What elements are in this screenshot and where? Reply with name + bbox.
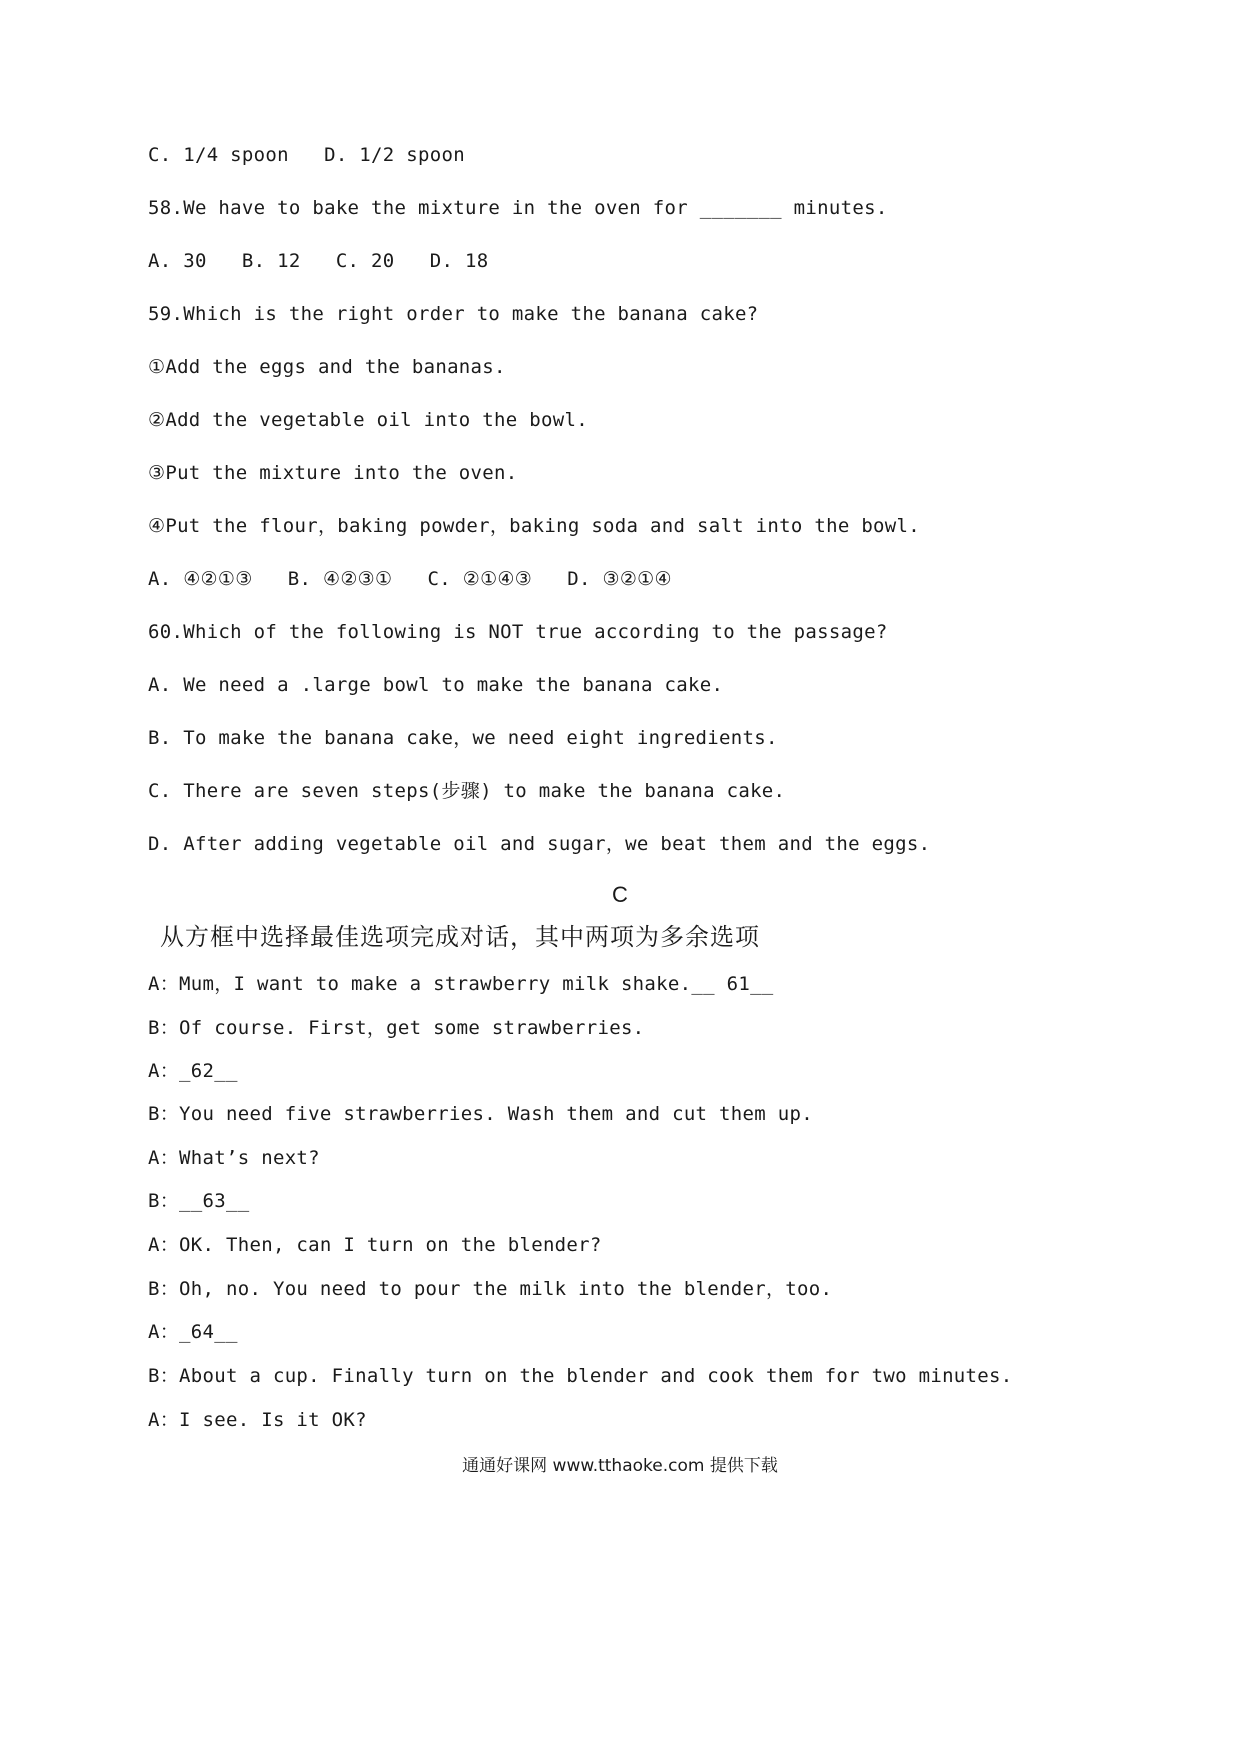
dialogue-line-5: A：What’s next? bbox=[148, 1147, 320, 1169]
step-2: ②Add the vegetable oil into the bowl. bbox=[148, 409, 588, 431]
question-60: 60.Which of the following is NOT true according to the passage? bbox=[148, 621, 888, 643]
step-4: ④Put the flour，baking powder，baking soda and salt into the bowl. bbox=[148, 515, 921, 537]
step-1: ①Add the eggs and the bananas. bbox=[148, 356, 506, 378]
option-60-a: A. We need a .large bowl to make the banana cake. bbox=[148, 674, 724, 696]
option-60-d: D. After adding vegetable oil and sugar，we beat them and the eggs. bbox=[148, 833, 931, 855]
question-58: 58.We have to bake the mixture in the oven for _______ minutes. bbox=[148, 197, 888, 219]
dialogue-line-3: A：_62__ bbox=[148, 1060, 238, 1082]
dialogue-line-4: B：You need five strawberries. Wash them and cut them up. bbox=[148, 1103, 813, 1125]
dialogue-line-1: A：Mum，I want to make a strawberry milk shake.__ 61__ bbox=[148, 973, 774, 995]
dialogue-line-6: B：__63__ bbox=[148, 1190, 250, 1212]
dialogue-line-10: B：About a cup. Finally turn on the blender and cook them for two minutes. bbox=[148, 1365, 1013, 1387]
dialogue-line-2: B：Of course. First，get some strawberries. bbox=[148, 1017, 645, 1039]
dialogue-line-9: A：_64__ bbox=[148, 1321, 238, 1343]
option-60-b: B. To make the banana cake，we need eight ingredients. bbox=[148, 727, 778, 749]
option-60-c: C. There are seven steps(步骤) to make the banana cake. bbox=[148, 780, 786, 802]
dialogue-line-8: B：Oh, no. You need to pour the milk into the blender，too. bbox=[148, 1278, 833, 1300]
dialogue-line-11: A：I see. Is it OK? bbox=[148, 1409, 367, 1431]
section-heading: C bbox=[612, 882, 628, 907]
step-3: ③Put the mixture into the oven. bbox=[148, 462, 518, 484]
question-59: 59.Which is the right order to make the banana cake? bbox=[148, 303, 759, 325]
options-59: A. ④②①③ B. ④②③① C. ②①④③ D. ③②①④ bbox=[148, 568, 672, 590]
options-58: A. 30 B. 12 C. 20 D. 18 bbox=[148, 250, 489, 272]
dialogue-line-7: A：OK. Then, can I turn on the blender? bbox=[148, 1234, 602, 1256]
instruction-text: 从方框中选择最佳选项完成对话，其中两项为多余选项 bbox=[160, 923, 760, 951]
option-line-57-cd: C. 1/4 spoon D. 1/2 spoon bbox=[148, 144, 465, 166]
page-footer: 通通好课网 www.tthaoke.com 提供下载 bbox=[462, 1456, 778, 1476]
